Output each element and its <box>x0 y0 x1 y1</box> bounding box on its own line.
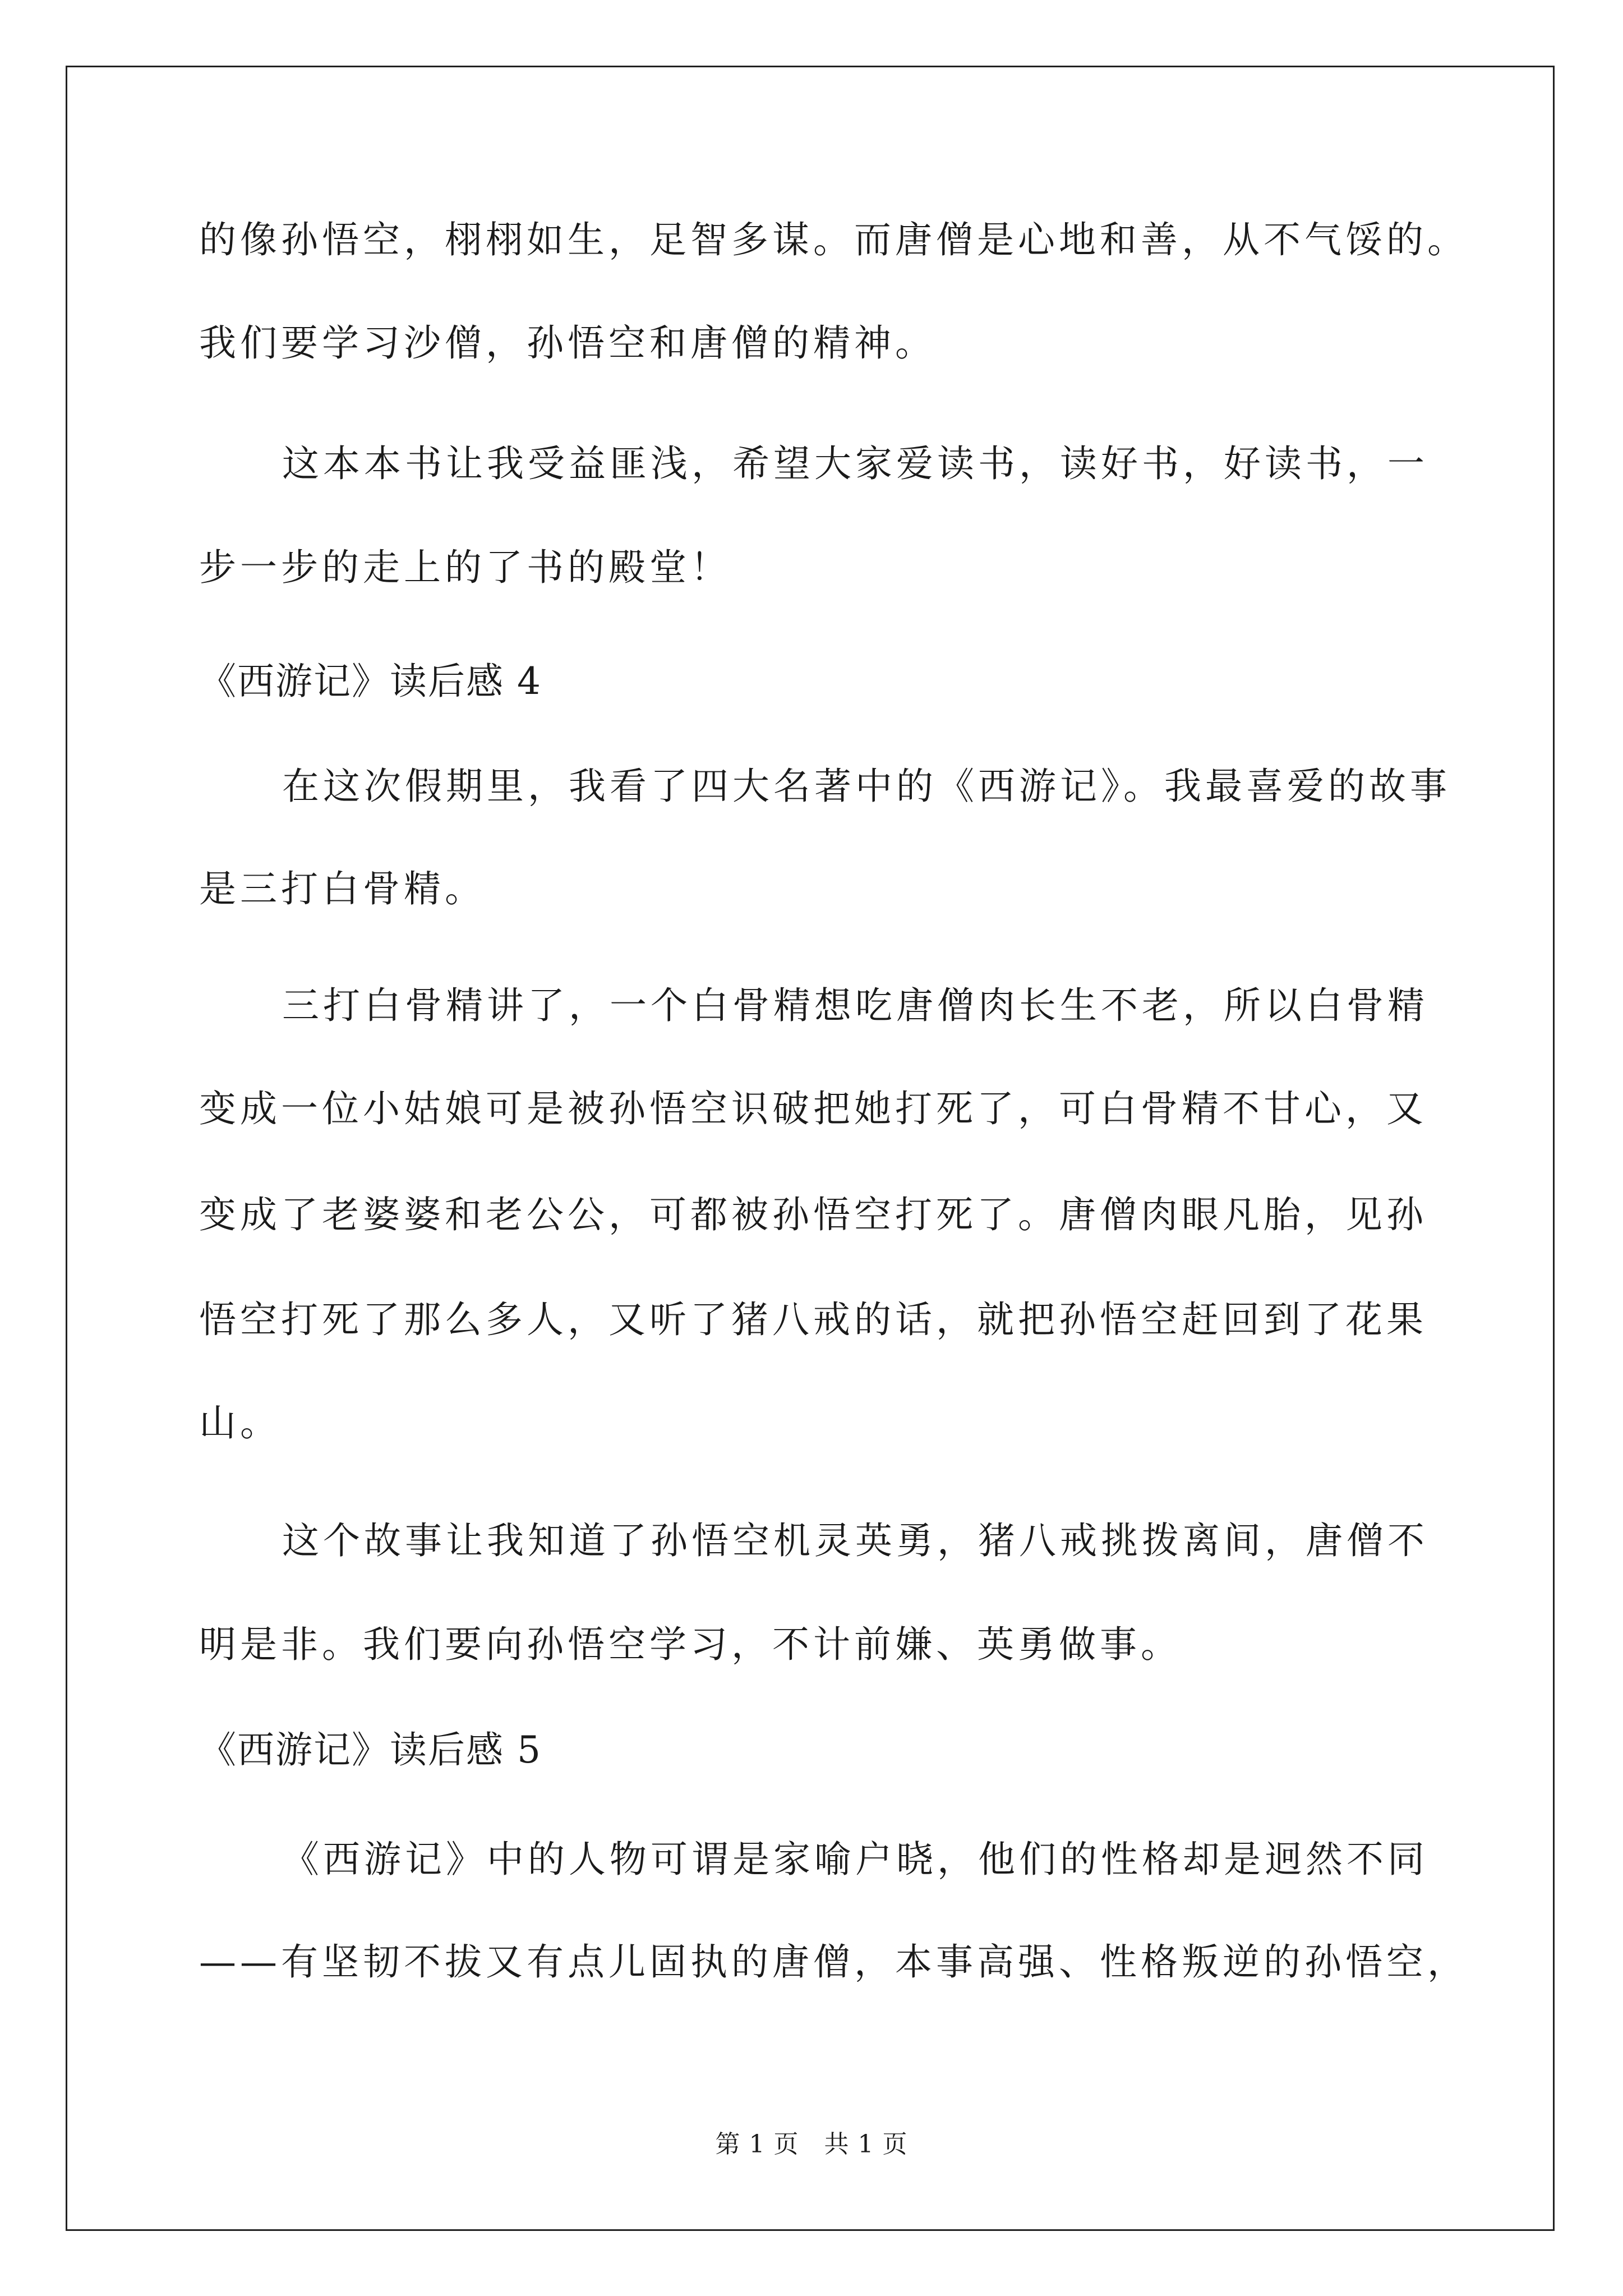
paragraph-line: 在这次假期里，我看了四大名著中的《西游记》。我最喜爱的故事 <box>282 765 1451 808</box>
paragraph-line: 明是非。我们要向孙悟空学习，不计前嫌、英勇做事。 <box>199 1623 1182 1666</box>
page-number-footer: 第 1 页 共 1 页 <box>715 2130 908 2159</box>
paragraph-line: 三打白骨精讲了，一个白骨精想吃唐僧肉长生不老，所以白骨精 <box>282 984 1428 1027</box>
paragraph-line: 这个故事让我知道了孙悟空机灵英勇，猪八戒挑拨离间，唐僧不 <box>282 1519 1428 1562</box>
paragraph-line: 步一步的走上的了书的殿堂！ <box>199 546 731 589</box>
paragraph-line: 变成一位小姑娘可是被孙悟空识破把她打死了，可白骨精不甘心，又 <box>199 1087 1427 1130</box>
paragraph-line: 是三打白骨精。 <box>199 867 486 910</box>
section-heading: 《西游记》读后感 4 <box>199 660 542 703</box>
section-heading: 《西游记》读后感 5 <box>199 1728 542 1772</box>
paragraph-line: 的像孙悟空，栩栩如生，足智多谋。而唐僧是心地和善，从不气馁的。 <box>199 218 1468 261</box>
paragraph-line: 变成了老婆婆和老公公，可都被孙悟空打死了。唐僧肉眼凡胎，见孙 <box>199 1193 1427 1236</box>
paragraph-line: 山。 <box>199 1401 281 1444</box>
paragraph-line: 悟空打死了那么多人，又听了猪八戒的话，就把孙悟空赶回到了花果 <box>199 1298 1427 1341</box>
paragraph-line: 《西游记》中的人物可谓是家喻户晓，他们的性格却是迥然不同 <box>282 1838 1428 1881</box>
paragraph-line: 这本本书让我受益匪浅，希望大家爱读书，读好书，好读书，一 <box>282 442 1428 485</box>
paragraph-line: ——有坚韧不拔又有点儿固执的唐僧，本事高强、性格叛逆的孙悟空， <box>199 1940 1468 1984</box>
paragraph-line: 我们要学习沙僧，孙悟空和唐僧的精神。 <box>199 321 936 365</box>
page-border <box>66 66 1555 2231</box>
